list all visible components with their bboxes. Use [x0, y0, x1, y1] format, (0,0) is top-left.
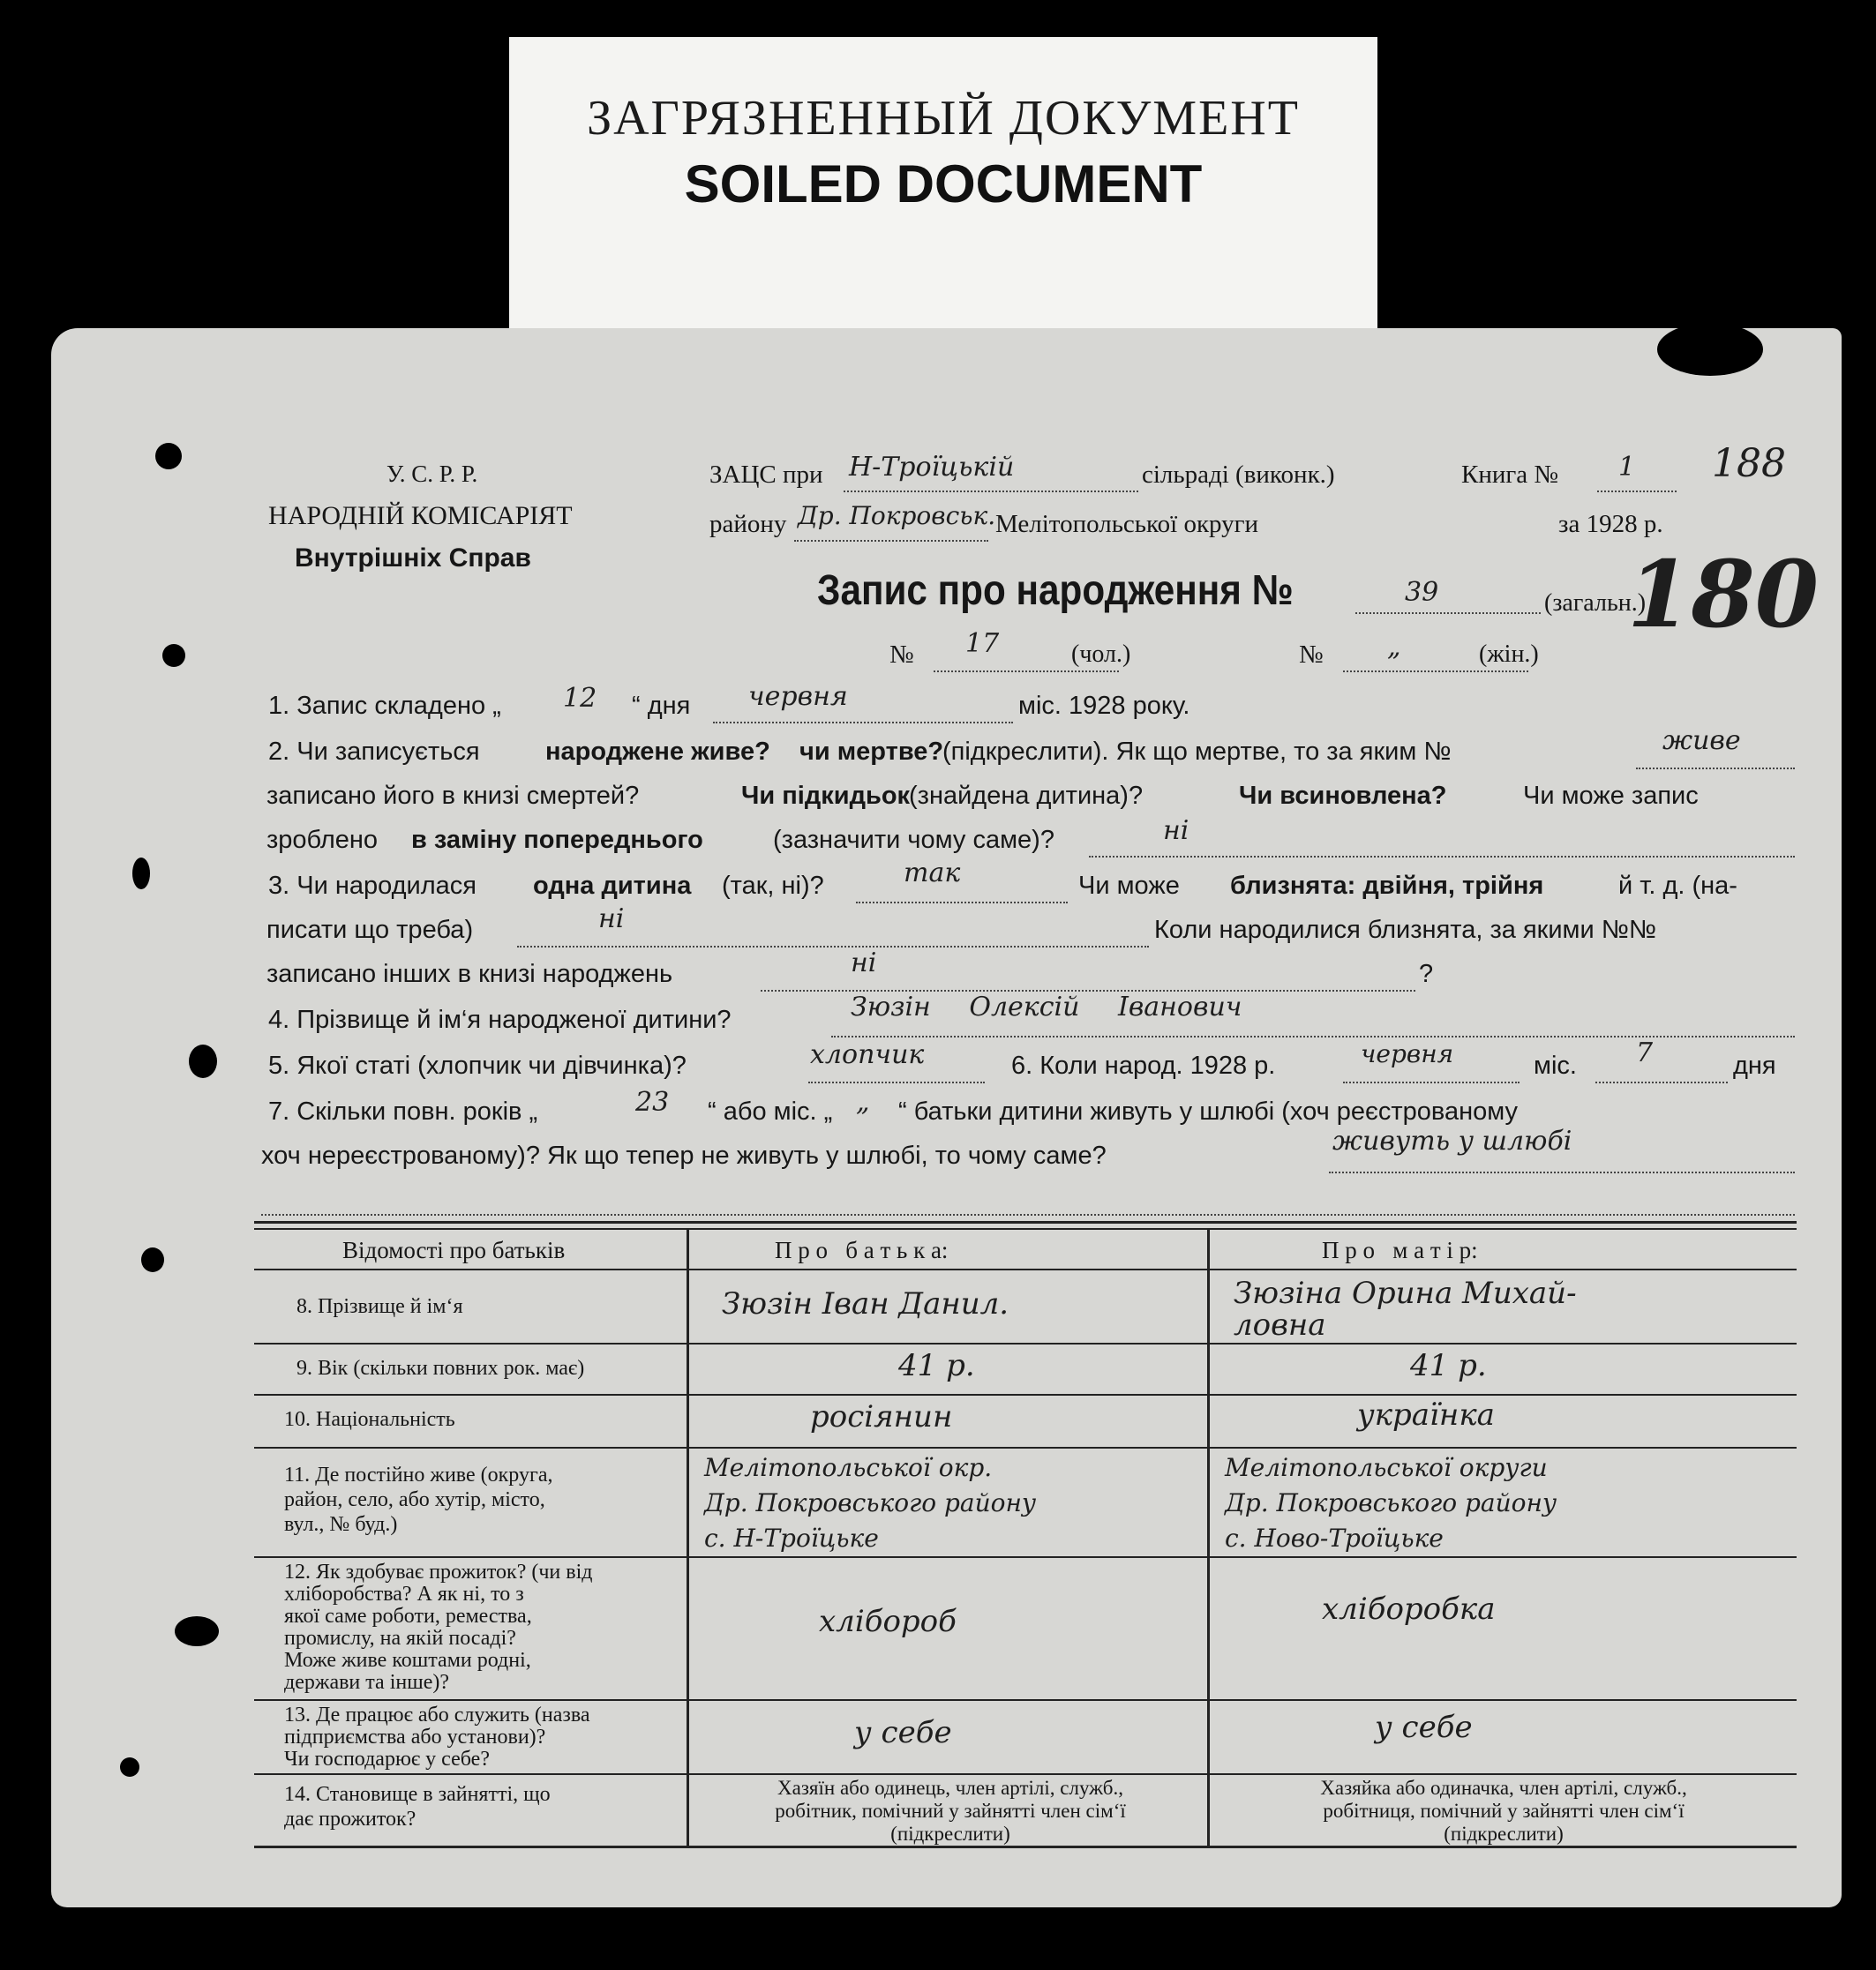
- mother-livelihood: хліборобка: [1322, 1592, 1496, 1627]
- q3-handwritten-3: ні: [851, 948, 877, 978]
- punch-hole: [141, 1247, 164, 1272]
- q4-handwritten: Зюзін Олексій Іванович: [851, 992, 1242, 1022]
- punch-hole: [155, 443, 182, 469]
- corner-number-top: 188: [1712, 441, 1786, 486]
- q2-label-i: Чи може запис: [1523, 782, 1699, 810]
- q1-day-handwritten: 12: [563, 683, 597, 714]
- q2-label-c: чи мертве?: [799, 738, 944, 766]
- mother-residence: Мелітопольської округи Др. Покровського району с. Ново-Троїцьке: [1225, 1453, 1557, 1553]
- punch-hole: [120, 1757, 139, 1777]
- year-label: за 1928 р.: [1558, 510, 1663, 538]
- q3-label-j: ?: [1419, 960, 1434, 988]
- okrug-label: Мелітопольської округи: [995, 510, 1259, 538]
- q2-handwritten: живе: [1662, 725, 1741, 756]
- q7-handwritten: 23: [635, 1087, 670, 1118]
- q2-label-k: в заміну попереднього: [411, 826, 703, 854]
- q4-label: 4. Прізвище й ім‘я народженої дитини?: [268, 1006, 732, 1034]
- q7-label-b: “ або міс. „: [708, 1097, 833, 1126]
- rayon-handwritten: Др. Покровськ.: [798, 501, 996, 530]
- zats-council-label: сільраді (виконк.): [1142, 461, 1335, 489]
- q3-label-h: Коли народилися близнята, за якими №№: [1154, 916, 1656, 944]
- female-no-label: №: [1299, 640, 1324, 669]
- commissariat-heading: НАРОДНІЙ КОМІСАРІЯТ: [268, 501, 573, 530]
- col-header-info: Відомості про батьків: [342, 1237, 566, 1263]
- ussr-heading: У. С. Р. Р.: [386, 461, 478, 487]
- mother-workplace: у себе: [1375, 1710, 1473, 1745]
- punch-hole: [1657, 323, 1763, 376]
- mother-age: 41 р.: [1410, 1348, 1487, 1383]
- department-heading: Внутрішніх Справ: [295, 543, 531, 573]
- father-workplace: у себе: [854, 1715, 952, 1750]
- q3-label-d: Чи може: [1078, 872, 1180, 900]
- q1-year-label: міс. 1928 року.: [1018, 692, 1190, 720]
- mother-nationality: українка: [1357, 1397, 1495, 1433]
- punch-hole: [175, 1616, 219, 1646]
- q1-month-handwritten: червня: [748, 681, 848, 712]
- row-label-residence: 11. Де постійно живе (округа, район, село, або хутір, місто, вул., № буд.): [284, 1464, 553, 1536]
- q2-label-f: Чи підкидьок: [741, 782, 911, 810]
- row-label-workplace: 13. Де працює або служить (назва підприємства або установи)? Чи господарює у себе?: [284, 1704, 590, 1771]
- record-title: Запис про народження №: [817, 567, 1294, 614]
- label-russian: ЗАГРЯЗНЕННЫЙ ДОКУМЕНТ: [587, 91, 1300, 146]
- male-label: (чол.): [1071, 640, 1131, 668]
- q3-label-g: писати що треба): [266, 916, 474, 944]
- q1-label: 1. Запис складено „: [268, 692, 501, 720]
- q2-label-e: записано його в книзі смертей?: [266, 782, 640, 810]
- q6-day-handwritten: 7: [1636, 1037, 1654, 1068]
- q2-label-a: 2. Чи записується: [268, 738, 480, 766]
- q7-label-d: хоч нереєстрованому)? Як що тепер не живуть у шлюбі, то чому саме?: [261, 1142, 1107, 1170]
- row-label-occupation-status: 14. Становище в зайнятті, що дає прожиток?: [284, 1783, 551, 1831]
- q7-handwritten-2: „: [856, 1087, 870, 1118]
- father-name: Зюзін Іван Данил.: [722, 1286, 1009, 1322]
- q2-label-g: (знайдена дитина)?: [909, 782, 1144, 810]
- soiled-document-label: [509, 37, 1377, 331]
- row-label-name: 8. Прізвище й ім‘я: [296, 1295, 463, 1318]
- q6-month-label: міс.: [1534, 1052, 1577, 1080]
- record-number-handwritten: 39: [1405, 577, 1439, 608]
- male-no-label: №: [889, 640, 914, 669]
- q6-label: 6. Коли народ. 1928 р.: [1011, 1052, 1276, 1080]
- punch-hole: [132, 858, 150, 889]
- q5-handwritten: хлопчик: [810, 1039, 925, 1070]
- q2-label-j: зроблено: [266, 826, 379, 854]
- q3-handwritten: так: [904, 858, 961, 888]
- row-label-age: 9. Вік (скільки повних рок. має): [296, 1357, 585, 1380]
- q3-label-b: одна дитина: [533, 872, 692, 900]
- q3-label-a: 3. Чи народилася: [268, 872, 477, 900]
- q3-label-c: (так, ні)?: [722, 872, 824, 900]
- book-number-handwritten: 1: [1618, 452, 1636, 483]
- father-nationality: росіянин: [810, 1399, 953, 1434]
- col-header-mother: П р о м а т і р:: [1322, 1237, 1478, 1263]
- birth-record-sheet: [51, 328, 1842, 1907]
- q2-label-d: (підкреслити). Як що мертве, то за яким №: [942, 738, 1452, 766]
- female-label: (жін.): [1479, 640, 1539, 668]
- female-number-handwritten: „: [1387, 632, 1401, 663]
- q2-label-l: (зазначити чому саме)?: [773, 826, 1054, 854]
- q2-label-h: Чи всиновлена?: [1239, 782, 1447, 810]
- row-label-nationality: 10. Національність: [284, 1408, 455, 1431]
- q7-handwritten-3: живуть у шлюбі: [1332, 1126, 1572, 1157]
- general-label: (загальн.): [1544, 589, 1647, 617]
- label-english: SOILED DOCUMENT: [684, 154, 1203, 213]
- q3-label-e: близнята: двійня, трійня: [1230, 872, 1544, 900]
- col-header-father: П р о б а т ь к а:: [775, 1237, 949, 1263]
- punch-hole: [189, 1045, 217, 1078]
- village-council-handwritten: Н-Троїцькій: [849, 452, 1015, 483]
- q7-label-c: “ батьки дитини живуть у шлюбі (хоч реєстрованому: [898, 1097, 1518, 1126]
- father-age: 41 р.: [898, 1348, 975, 1383]
- zats-label: ЗАЦС при: [709, 461, 823, 489]
- book-label: Книга №: [1461, 461, 1559, 489]
- q2-handwritten-2: ні: [1163, 815, 1189, 846]
- q2-label-b: народжене живе?: [545, 738, 770, 766]
- mother-name: Зюзіна Орина Михай- ловна: [1234, 1276, 1577, 1343]
- father-residence: Мелітопольської окр. Др. Покровського району с. Н-Троїцьке: [704, 1453, 1037, 1553]
- q6-day-label: дня: [1733, 1052, 1776, 1080]
- father-livelihood: хлібороб: [819, 1604, 957, 1639]
- q3-label-f: й т. д. (на-: [1618, 872, 1737, 900]
- male-number-handwritten: 17: [965, 628, 1000, 659]
- row-label-livelihood: 12. Як здобуває прожиток? (чи від хліборобства? А як ні, то з якої саме роботи, ремества, промислу, на якій посаді? Може живе коштами родні, держави та інше)?: [284, 1561, 593, 1694]
- mother-occupation-status: Хазяйка або одиначка, член артілі, служб., робітниця, помічний у зайнятті член сім‘ї (підкреслити): [1320, 1777, 1687, 1845]
- punch-hole: [162, 644, 185, 667]
- father-occupation-status: Хазяїн або одинець, член артілі, служб., робітник, помічний у зайнятті член сім‘ї (підкреслити): [775, 1777, 1126, 1845]
- q5-label: 5. Якої статі (хлопчик чи дівчинка)?: [268, 1052, 687, 1080]
- rayon-label: району: [709, 510, 787, 538]
- q7-label-a: 7. Скільки повн. років „: [268, 1097, 538, 1126]
- q3-handwritten-2: ні: [598, 903, 625, 934]
- q6-month-handwritten: червня: [1361, 1039, 1454, 1068]
- q1-day-label: “ дня: [632, 692, 691, 720]
- q3-label-i: записано інших в книзі народжень: [266, 960, 673, 988]
- corner-number-big: 180: [1627, 540, 1820, 648]
